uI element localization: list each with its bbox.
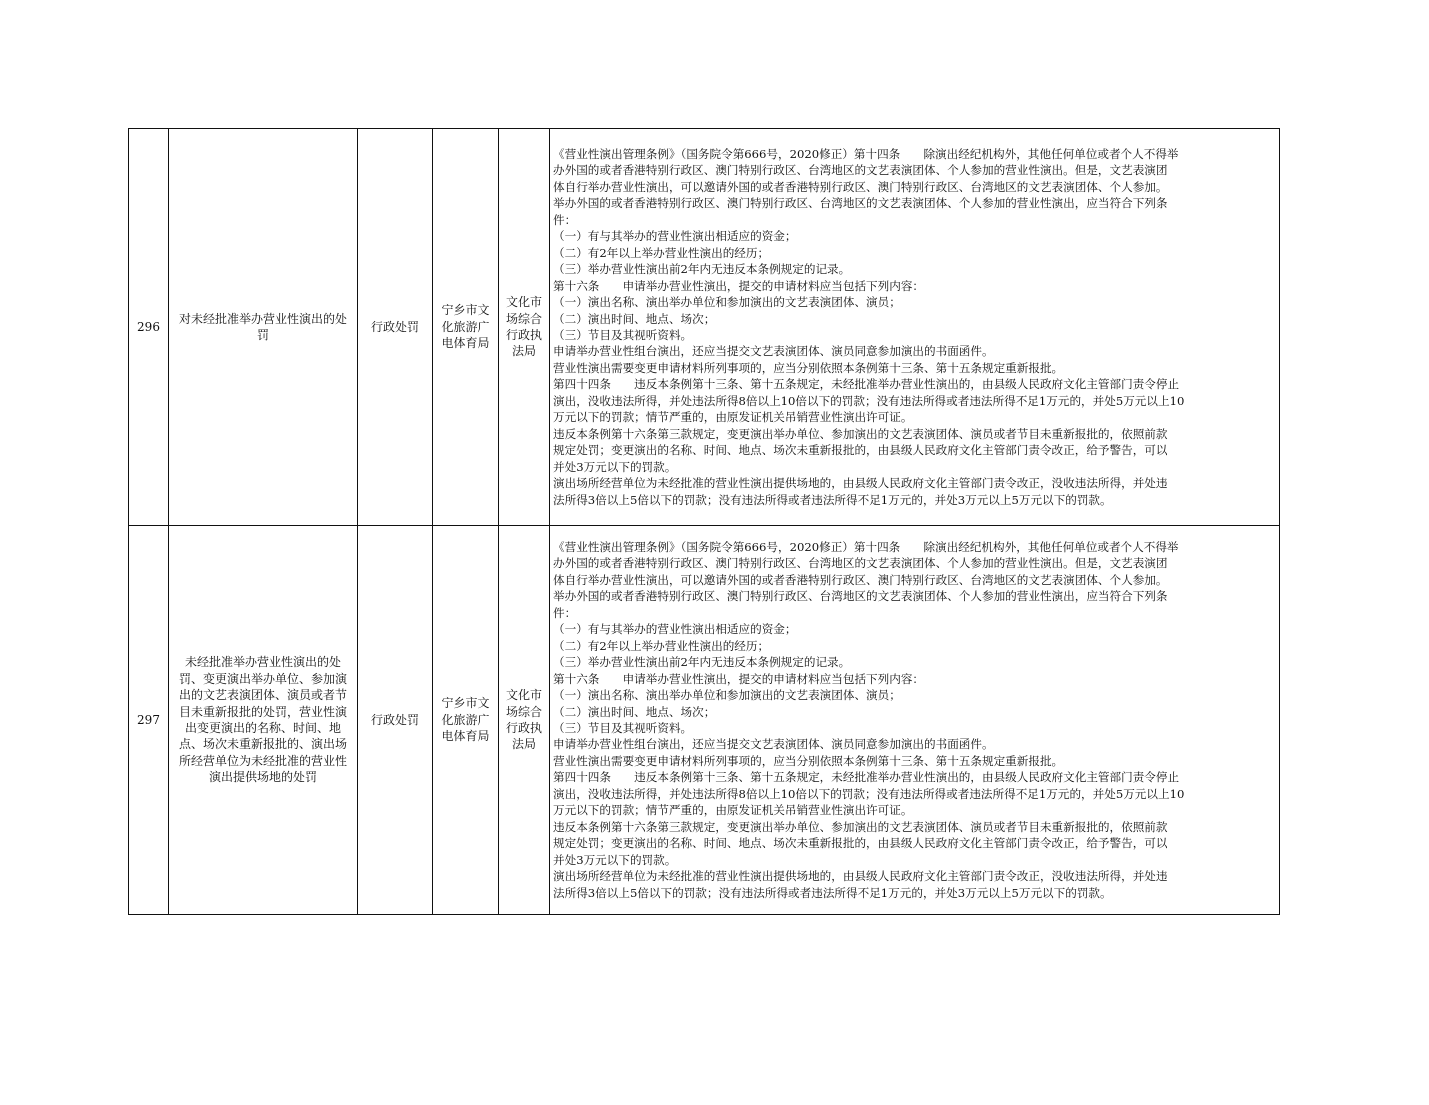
basis-line: 第十六条 申请举办营业性演出，提交的申请材料应当包括下列内容： (553, 671, 925, 686)
basis-line: （一）演出名称、演出举办单位和参加演出的文艺表演团体、演员； (553, 688, 901, 703)
basis-line: （三）节目及其视听资料。 (553, 721, 693, 735)
legal-basis (550, 539, 1279, 901)
row-number (129, 129, 169, 526)
basis-line: 体自行举办营业性演出，可以邀请外国的或者香港特别行政区、澳门特别行政区、台湾地区的文艺表演团体、个人参加。 (553, 572, 1168, 587)
basis-line: 举办外国的或者香港特别行政区、澳门特别行政区、台湾地区的文艺表演团体、个人参加的营业性演出，应当符合下列条 (553, 589, 1168, 604)
basis-line: 《营业性演出管理条例》（国务院令第666号，2020修正）第十四条 除演出经纪机构外，其他任何单位或者个人不得举 (553, 147, 1179, 162)
power-type-cell (358, 129, 433, 526)
basis-line: 体自行举办营业性演出，可以邀请外国的或者香港特别行政区、澳门特别行政区、台湾地区的文艺表演团体、个人参加。 (553, 179, 1168, 194)
power-list-table (128, 128, 1280, 915)
department-cell (433, 526, 499, 915)
table-row (129, 526, 1280, 915)
table-row (129, 129, 1280, 526)
basis-line: （三）举办营业性演出前2年内无违反本条例规定的记录。 (553, 655, 851, 670)
basis-line: 法所得3倍以上5倍以下的罚款；没有违法所得或者违法所得不足1万元的，并处3万元以上5万元以下的罚款。 (553, 492, 1112, 507)
executor: 文化市场综合行政执法局 (505, 688, 542, 752)
executor-cell (499, 526, 550, 915)
basis-line: 办外国的或者香港特别行政区、澳门特别行政区、台湾地区的文艺表演团体、个人参加的营业性演出。但是，文艺表演团 (553, 556, 1168, 571)
basis-line: 规定处罚；变更演出的名称、时间、地点、场次未重新报批的，由县级人民政府文化主管部门责令改正，给予警告，可以 (553, 836, 1168, 851)
basis-line: 申请举办营业性组台演出，还应当提交文艺表演团体、演员同意参加演出的书面函件。 (553, 344, 994, 359)
power-type: 行政处罚 (370, 319, 419, 334)
basis-line: （二）演出时间、地点、场次； (553, 311, 716, 326)
basis-line: 并处3万元以下的罚款。 (553, 459, 677, 474)
basis-line: 规定处罚；变更演出的名称、时间、地点、场次未重新报批的，由县级人民政府文化主管部门责令改正，给予警告，可以 (553, 443, 1168, 458)
basis-line: 《营业性演出管理条例》（国务院令第666号，2020修正）第十四条 除演出经纪机构外，其他任何单位或者个人不得举 (553, 540, 1179, 555)
basis-line: 违反本条例第十六条第三款规定，变更演出举办单位、参加演出的文艺表演团体、演员或者节目未重新报批的，依照前款 (553, 426, 1168, 441)
basis-line: 申请举办营业性组台演出，还应当提交文艺表演团体、演员同意参加演出的书面函件。 (553, 737, 994, 752)
basis-line: 件： (553, 212, 577, 227)
executor-cell (499, 129, 550, 526)
item-name: 未经批准举办营业性演出的处罚、变更演出举办单位、参加演出的文艺表演团体、演员或者节目未重新报批的处罚，营业性演出变更演出的名称、时间、地点、场次未重新报批的、演出场所经营单位为未经批准的营业性演出提供场地的处罚 (178, 655, 347, 785)
basis-line: （一）有与其举办的营业性演出相适应的资金； (553, 622, 797, 637)
row-number-text: 296 (137, 319, 160, 334)
legal-basis-cell (550, 526, 1280, 915)
item-name-cell (169, 526, 358, 915)
department-cell (433, 129, 499, 526)
basis-line: 举办外国的或者香港特别行政区、澳门特别行政区、台湾地区的文艺表演团体、个人参加的营业性演出，应当符合下列条 (553, 196, 1168, 211)
basis-line: 办外国的或者香港特别行政区、澳门特别行政区、台湾地区的文艺表演团体、个人参加的营业性演出。但是，文艺表演团 (553, 163, 1168, 178)
power-type-cell (358, 526, 433, 915)
basis-line: 万元以下的罚款；情节严重的，由原发证机关吊销营业性演出许可证。 (553, 410, 913, 425)
item-name: 对未经批准举办营业性演出的处罚 (178, 311, 347, 342)
basis-line: 违反本条例第十六条第三款规定，变更演出举办单位、参加演出的文艺表演团体、演员或者节目未重新报批的，依照前款 (553, 819, 1168, 834)
item-name-cell (169, 129, 358, 526)
basis-line: （二）有2年以上举办营业性演出的经历； (553, 245, 770, 260)
legal-basis (550, 146, 1279, 508)
basis-line: 万元以下的罚款；情节严重的，由原发证机关吊销营业性演出许可证。 (553, 803, 913, 818)
basis-line: 演出，没收违法所得，并处违法所得8倍以上10倍以下的罚款；没有违法所得或者违法所得不足1万元的，并处5万元以上10 (553, 786, 1185, 801)
row-number-text: 297 (137, 712, 160, 727)
power-type: 行政处罚 (370, 712, 419, 727)
department: 宁乡市文化旅游广电体育局 (441, 696, 490, 744)
basis-line: （三）节目及其视听资料。 (553, 328, 693, 342)
basis-line: 法所得3倍以上5倍以下的罚款；没有违法所得或者违法所得不足1万元的，并处3万元以上5万元以下的罚款。 (553, 885, 1112, 900)
department: 宁乡市文化旅游广电体育局 (441, 303, 490, 351)
basis-line: 营业性演出需要变更申请材料所列事项的，应当分别依照本条例第十三条、第十五条规定重新报批。 (553, 360, 1064, 375)
executor: 文化市场综合行政执法局 (505, 295, 542, 359)
basis-line: 并处3万元以下的罚款。 (553, 852, 677, 867)
basis-line: （三）举办营业性演出前2年内无违反本条例规定的记录。 (553, 262, 851, 277)
basis-line: 第四十四条 违反本条例第十三条、第十五条规定，未经批准举办营业性演出的，由县级人民政府文化主管部门责令停止 (553, 770, 1180, 785)
row-number (129, 526, 169, 915)
basis-line: 演出场所经营单位为未经批准的营业性演出提供场地的，由县级人民政府文化主管部门责令改正，没收违法所得，并处违 (553, 869, 1168, 884)
basis-line: 件： (553, 605, 577, 620)
basis-line: （二）演出时间、地点、场次； (553, 704, 716, 719)
basis-line: 演出场所经营单位为未经批准的营业性演出提供场地的，由县级人民政府文化主管部门责令改正，没收违法所得，并处违 (553, 476, 1168, 491)
basis-line: 演出，没收违法所得，并处违法所得8倍以上10倍以下的罚款；没有违法所得或者违法所得不足1万元的，并处5万元以上10 (553, 393, 1185, 408)
basis-line: 营业性演出需要变更申请材料所列事项的，应当分别依照本条例第十三条、第十五条规定重新报批。 (553, 753, 1064, 768)
basis-line: （二）有2年以上举办营业性演出的经历； (553, 638, 770, 653)
basis-line: （一）演出名称、演出举办单位和参加演出的文艺表演团体、演员； (553, 295, 901, 310)
basis-line: （一）有与其举办的营业性演出相适应的资金； (553, 229, 797, 244)
basis-line: 第十六条 申请举办营业性演出，提交的申请材料应当包括下列内容： (553, 278, 925, 293)
legal-basis-cell (550, 129, 1280, 526)
basis-line: 第四十四条 违反本条例第十三条、第十五条规定，未经批准举办营业性演出的，由县级人民政府文化主管部门责令停止 (553, 377, 1180, 392)
